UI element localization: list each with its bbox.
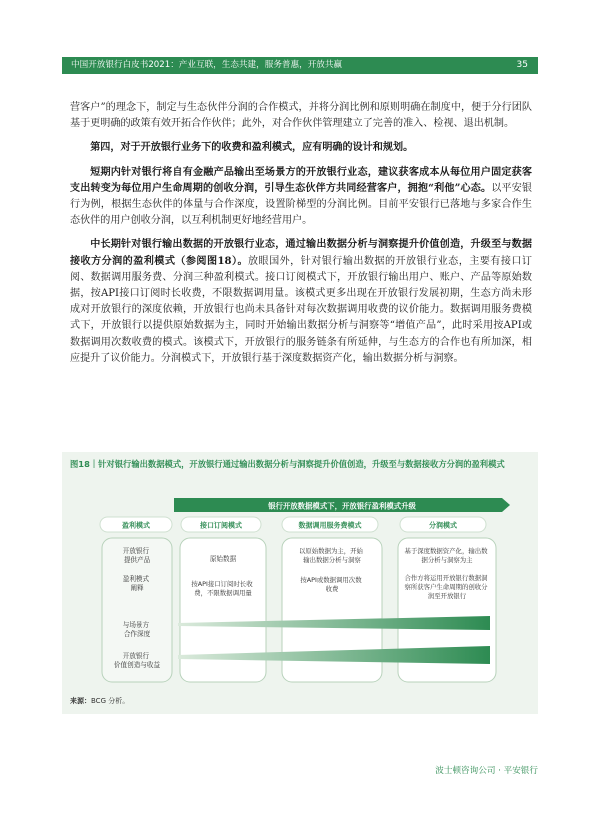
page-header — [62, 57, 538, 74]
figure-title: 图18｜针对银行输出数据模式，开放银行通过输出数据分析与洞察提升价值创造，升级至与数据接收方分润的盈利模式 — [70, 459, 505, 469]
paragraph-3-lead: 短期内针对银行将自有金融产品输出至场景方的开放银行业态，建议获客成本从每位用户固定获客支出转变为每位用户生命周期的创收分润，引导生态伙伴方共同经营客户，拥抱“利他”心态。 — [70, 166, 532, 194]
cell-c1-model: 按API接口订阅时长收 费，不限数据调用量 — [191, 580, 253, 597]
col-header-3: 分润模式 — [429, 521, 457, 530]
page-number: 35 — [516, 60, 528, 70]
paragraph-4-rest: 放眼国外，针对银行输出数据的开放银行业态，主要有接口订阅、数据调用服务费、分润三种盈利模式。接口订阅模式下，开放银行输出用户、账户、产品等原始数据，按API接口订阅时长收费，不限数据调用量。该模式更多出现在开放银行发展初期，生态方尚未形成对开放银行的深度依赖，开放银行也尚未具备针对每次数据调用收费的议价能力。数据调用服务费模式下，开放银行以提供原始数据为主，同时开始输出数据分析与洞察等“增值产品”，此时采用按API或数据调用次数收费的模式。该模式下，开放银行的服务链条有所延伸，与生态方的合作也有所加深，相应提升了议价能力。分润模式下，开放银行基于深度数据资产化，输出数据分析与洞察。 — [70, 255, 532, 364]
body-text — [70, 100, 532, 375]
banner-text: 银行开放数据模式下，开放银行盈利模式升级 — [268, 501, 416, 511]
figure-source: 来源：BCG 分析。 — [70, 697, 130, 705]
cell-c1-product: 原始数据 — [209, 555, 237, 563]
paragraph-1: 营客户”的理念下，制定与生态伙伴分润的合作模式，并将分润比例和原则明确在制度中，便于分行团队基于更明确的政策有效开拓合作伙伴；此外，对合作伙伴管理建立了完善的准入、检视、退出机制。 — [70, 102, 532, 130]
col-header-1: 接口订阅模式 — [200, 521, 242, 530]
row-label-2: 与场景方 合作深度 — [122, 621, 151, 638]
col-header-0: 盈利模式 — [122, 521, 150, 530]
cell-c3-product: 基于深度数据资产化，输出数 据分析与洞察为主 — [404, 547, 488, 564]
col-header-2: 数据调用服务费模式 — [298, 521, 362, 530]
header-title: 中国开放银行白皮书2021：产业互联，生态共建，服务普惠，开放共赢 — [71, 60, 343, 70]
row-label-1: 盈利模式 阐释 — [122, 575, 150, 592]
cell-c2-model: 按API或数据调用次数 收费 — [300, 576, 362, 593]
figure-18 — [62, 452, 538, 714]
row-label-3: 开放银行 价值创造与收益 — [113, 652, 161, 669]
paragraph-2: 第四，对于开放银行业务下的收费和盈利模式，应有明确的设计和规划。 — [90, 142, 414, 154]
page-footer: 波士顿咨询公司 · 平安银行 — [435, 766, 538, 776]
cell-c3-model: 合作方将运用开放银行数据洞 察所获客户生命周期的创收分 润至开放银行 — [404, 574, 488, 600]
cell-c2-product: 以原始数据为主，开始 输出数据分析与洞察 — [299, 547, 363, 564]
paragraph-3-rest: 以平安银行为例，根据生态伙伴的体量与合作深度，设置阶梯型的分润比例。目前平安银行已落地与多家合作生态伙伴的用户创收分润，以互利机制更好地经营用户。 — [70, 182, 533, 227]
paragraph-4-lead: 中长期针对银行输出数据的开放银行业态，通过输出数据分析与洞察提升价值创造，升级至与数据接收方分润的盈利模式（参阅图18）。 — [70, 239, 532, 267]
paragraph-4 — [70, 237, 532, 367]
row-label-0: 开放银行 提供产品 — [122, 547, 151, 564]
paragraph-3 — [70, 165, 532, 230]
figure-diagram — [62, 490, 538, 690]
